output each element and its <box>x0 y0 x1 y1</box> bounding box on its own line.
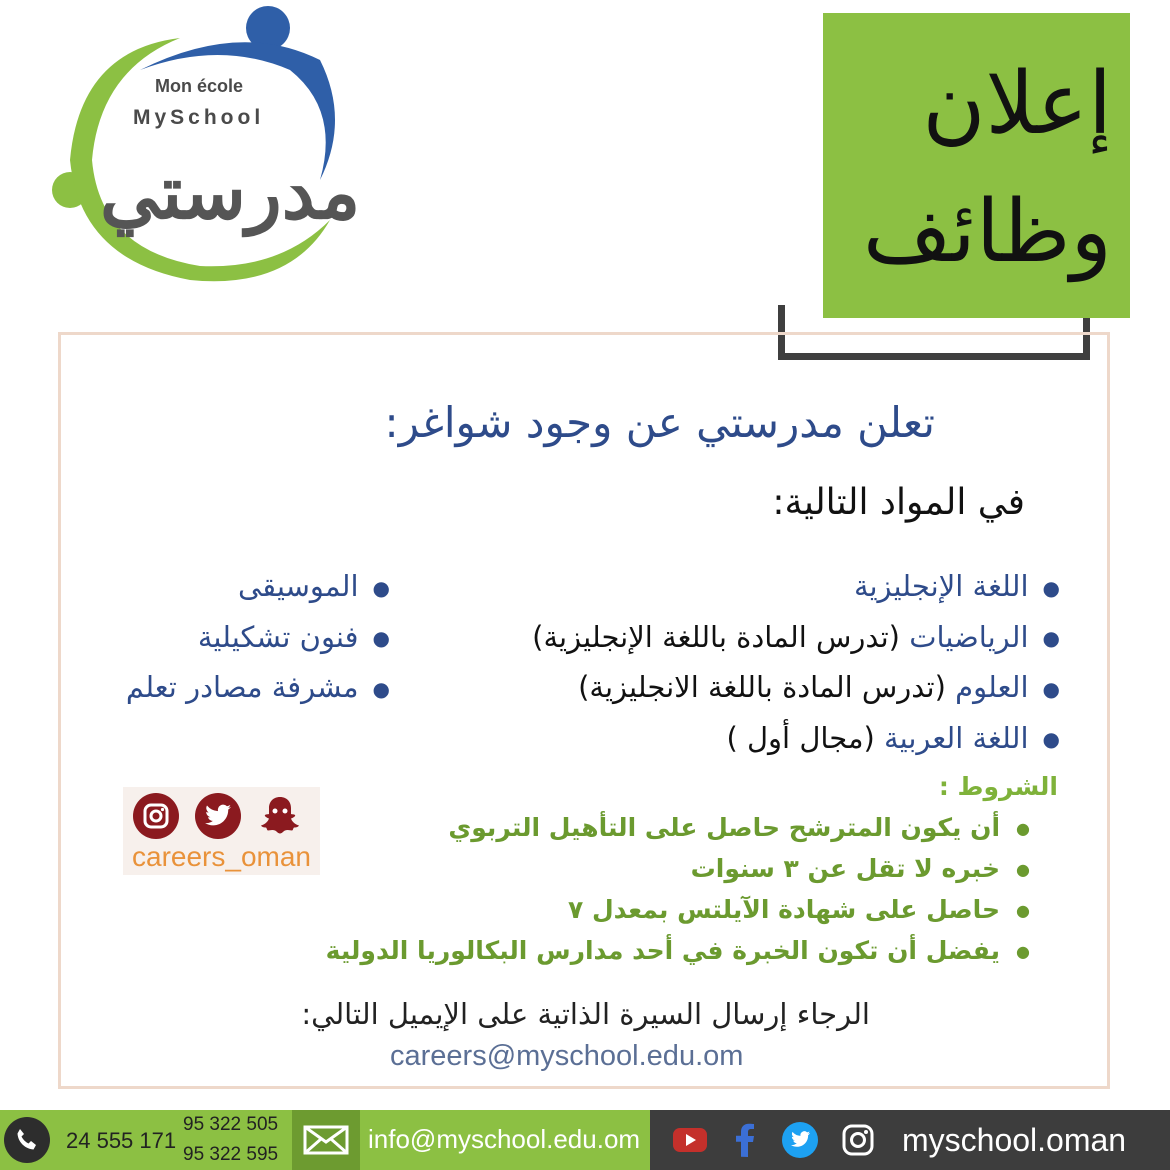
instagram-icon[interactable] <box>838 1120 878 1160</box>
twitter-icon[interactable] <box>195 793 241 839</box>
logo-text-arabic: مدرستي <box>100 150 361 236</box>
logo-text-english: MySchool <box>133 106 265 129</box>
list-item: ●الموسيقى <box>238 569 390 603</box>
instagram-icon[interactable] <box>133 793 179 839</box>
mail-icon <box>292 1110 360 1170</box>
social-badge <box>123 787 320 875</box>
subjects-heading: في المواد التالية: <box>772 482 1025 523</box>
logo-text-french: Mon école <box>155 76 244 96</box>
footer-bar <box>0 1110 1170 1170</box>
list-item: ●حاصل على شهادة الآيلتس بمعدل ٧ <box>568 895 1030 924</box>
cv-email-link[interactable]: careers@myschool.edu.om <box>390 1040 744 1072</box>
list-item: ●فنون تشكيلية <box>197 619 390 654</box>
conditions-heading: الشروط : <box>938 772 1058 801</box>
vacancy-intro: تعلن مدرستي عن وجود شواغر: <box>384 398 935 447</box>
headline-line-1: إعلان <box>922 54 1112 154</box>
footer-social-handle[interactable]: myschool.oman <box>902 1122 1127 1158</box>
subjects-list-right <box>532 562 1060 764</box>
headline-line-2: وظائف <box>862 182 1112 282</box>
list-item: ●اللغة الإنجليزية <box>853 569 1060 603</box>
cv-instruction: الرجاء إرسال السيرة الذاتية على الإيميل التالي: <box>301 997 870 1031</box>
list-item: ●اللغة العربية (مجال أول ) <box>726 720 1060 755</box>
youtube-icon[interactable] <box>670 1120 710 1160</box>
list-item: ●الرياضيات (تدرس المادة باللغة الإنجليزية) <box>532 619 1060 654</box>
twitter-icon[interactable] <box>780 1120 820 1160</box>
footer-landline[interactable]: 24 555 171 <box>66 1128 177 1153</box>
conditions-list <box>326 808 1030 972</box>
snapchat-icon[interactable] <box>257 793 303 839</box>
list-item: ●يفضل أن تكون الخبرة في أحد مدارس البكالوريا الدولية <box>325 936 1030 965</box>
footer-mobile-2[interactable]: 95 322 595 <box>183 1144 279 1165</box>
list-item: ●أن يكون المترشح حاصل على التأهيل التربوي <box>448 813 1030 842</box>
list-item: ●العلوم (تدرس المادة باللغة الانجليزية) <box>578 670 1060 704</box>
facebook-icon[interactable] <box>725 1120 765 1160</box>
footer-email[interactable]: info@myschool.edu.om <box>368 1124 641 1154</box>
list-item: ●خبره لا تقل عن ٣ سنوات <box>690 854 1030 883</box>
social-handle[interactable]: careers_oman <box>132 841 311 872</box>
footer-mobile-1[interactable]: 95 322 505 <box>183 1114 279 1135</box>
subjects-list-left <box>126 562 390 714</box>
list-item: ●مشرفة مصادر تعلم <box>125 670 390 704</box>
headline-box <box>823 13 1130 318</box>
phone-icon <box>4 1117 50 1163</box>
